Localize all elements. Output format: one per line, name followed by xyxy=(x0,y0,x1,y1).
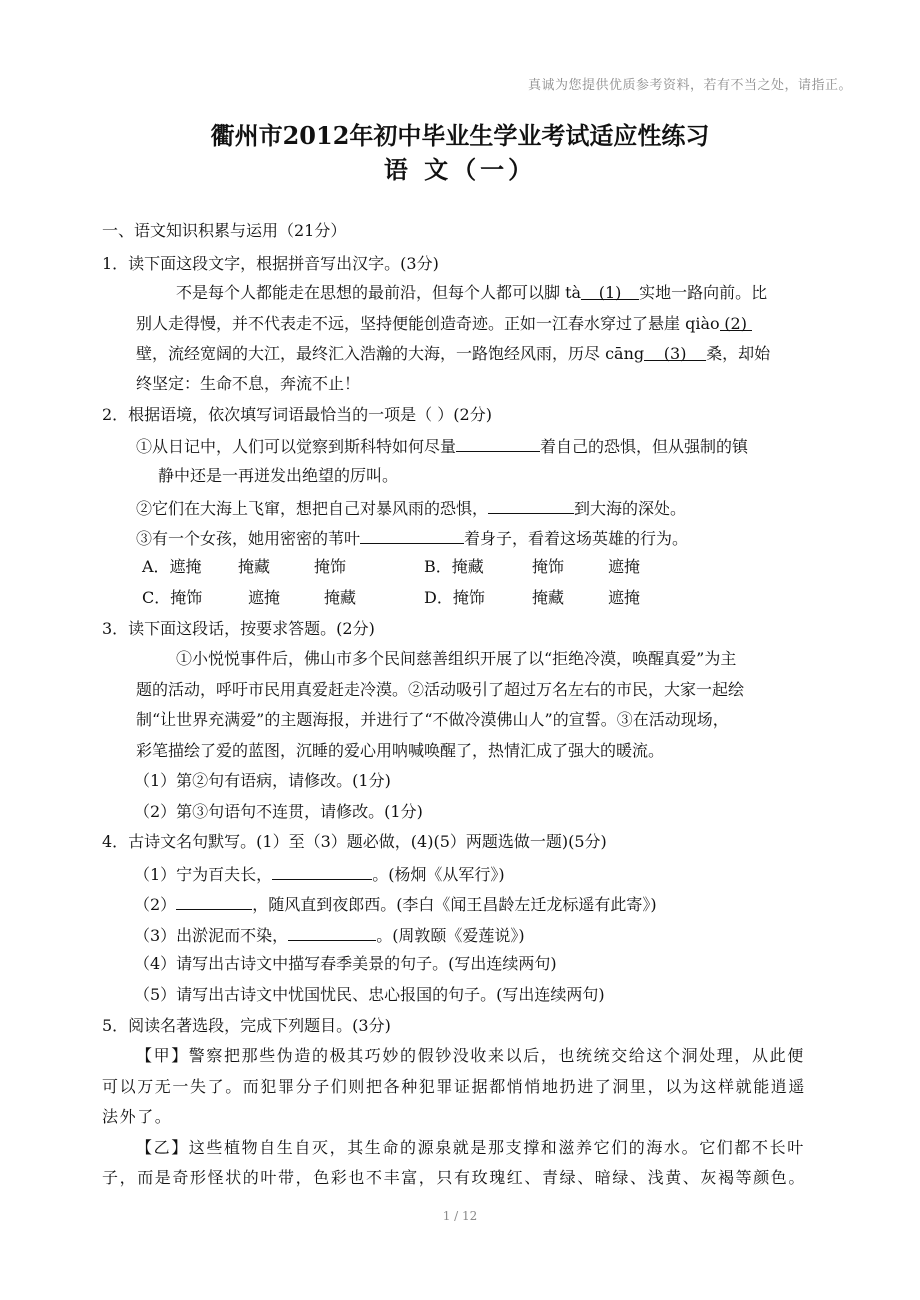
q5-excerpt-yi-1: 【乙】这些植物自生自灭，其生命的源泉就是那支撑和滋养它们的海水。它们都不长叶 xyxy=(136,1138,805,1157)
q2-text: 着身子，看着这场英雄的行为。 xyxy=(464,529,689,548)
q2-sentence-1-cont: 静中还是一再迸发出绝望的厉叫。 xyxy=(158,466,399,485)
q4-text: 。(杨炯《从军行》) xyxy=(372,865,505,884)
q4-item-2 xyxy=(134,893,657,915)
exam-title: 衢州市2012年初中毕业生学业考试适应性练习 xyxy=(210,121,710,150)
option-c[interactable]: C．掩饰 xyxy=(142,588,203,607)
q3-sub-1: （1）第②句有语病，请修改。(1分) xyxy=(134,771,391,790)
q5-excerpt-jia-3: 法外了。 xyxy=(102,1107,173,1126)
q5-excerpt-jia-2: 可以万无一失了。而犯罪分子们则把各种犯罪证据都悄悄地扔进了洞里，以为这样就能逍遥 xyxy=(102,1077,807,1096)
option-b[interactable]: B．掩藏 xyxy=(424,557,484,576)
q2-blank-3[interactable] xyxy=(360,527,464,544)
q1-line-2 xyxy=(136,314,752,334)
q2-text: ①从日记中，人们可以觉察到斯科特如何尽量 xyxy=(136,437,457,456)
q2-options-row-2 xyxy=(142,588,640,608)
q2-stem: 2．根据语境，依次填写词语最恰当的一项是（ ）(2分) xyxy=(102,405,492,424)
q3-sub-2: （2）第③句语句不连贯，请修改。(1分) xyxy=(134,802,423,821)
q4-item-4: （4）请写出古诗文中描写春季美景的句子。(写出连续两句) xyxy=(134,954,557,973)
q4-item-1 xyxy=(134,863,505,885)
q2-text: 着自己的恐惧，但从强制的镇 xyxy=(540,437,749,456)
q3-para-line-2: 题的活动，呼吁市民用真爱赶走冷漠。②活动吸引了超过万名左右的市民，大家一起绘 xyxy=(136,680,745,699)
q1-blank-2[interactable]: (2) xyxy=(720,314,752,331)
q5-excerpt-yi-2: 子，而是奇形怪状的叶带，色彩也不丰富，只有玫瑰红、青绿、暗绿、浅黄、灰褐等颜色。 xyxy=(102,1168,807,1187)
q4-text: （1）宁为百夫长， xyxy=(134,865,273,884)
q4-blank-1[interactable] xyxy=(272,863,372,880)
q1-text: 壁，流经宽阔的大江，最终汇入浩瀚的大海，一路饱经风雨，历尽 cāng xyxy=(136,344,645,363)
option-d-word-3: 遮掩 xyxy=(608,588,641,607)
q1-text: 别人走得慢，并不代表走不远，坚持便能创造奇迹。正如一江春水穿过了悬崖 qiào xyxy=(136,314,720,333)
q2-sentence-1 xyxy=(136,435,748,457)
q5-stem: 5．阅读名著选段，完成下列题目。(3分) xyxy=(102,1016,391,1035)
q1-text: 不是每个人都能走在思想的最前沿，但每个人都可以脚 tà xyxy=(176,283,582,302)
option-d[interactable]: D．掩饰 xyxy=(424,588,485,607)
option-a-word-2: 掩藏 xyxy=(238,557,271,576)
option-d-word-2: 掩藏 xyxy=(532,588,565,607)
q2-text: 到大海的深处。 xyxy=(574,499,687,518)
q4-blank-2[interactable] xyxy=(176,893,252,910)
option-c-word-2: 遮掩 xyxy=(248,588,281,607)
q4-item-5: （5）请写出古诗文中忧国忧民、忠心报国的句子。(写出连续两句) xyxy=(134,985,605,1004)
option-a-word-3: 掩饰 xyxy=(314,557,347,576)
q5-excerpt-jia-1: 【甲】警察把那些伪造的极其巧妙的假钞没收来以后，也统统交给这个洞处理，从此便 xyxy=(136,1046,805,1065)
q4-item-3 xyxy=(134,924,525,946)
option-a[interactable]: A．遮掩 xyxy=(142,557,202,576)
q4-text: ，随风直到夜郎西。(李白《闻王昌龄左迁龙标遥有此寄》) xyxy=(252,895,657,914)
section-heading: 一、语文知识积累与运用（21分） xyxy=(102,221,347,240)
q1-stem: 1．读下面这段文字，根据拼音写出汉字。(3分) xyxy=(102,254,439,273)
option-b-word-3: 遮掩 xyxy=(608,557,641,576)
q2-sentence-3 xyxy=(136,527,688,549)
q3-para-line-3: 制“让世界充满爱”的主题海报，并进行了“不做冷漠佛山人”的宣誓。③在活动现场， xyxy=(136,710,729,729)
q3-para-line-1: ①小悦悦事件后，佛山市多个民间慈善组织开展了以“拒绝冷漠，唤醒真爱”为主 xyxy=(176,649,737,668)
q4-blank-3[interactable] xyxy=(288,924,376,941)
q1-line-3 xyxy=(136,344,770,364)
q1-blank-1[interactable]: (1) xyxy=(581,283,639,300)
watermark-note: 真诚为您提供优质参考资料，若有不当之处，请指正。 xyxy=(527,78,852,93)
q4-stem: 4．古诗文名句默写。(1）至（3）题必做，(4)(5）两题选做一题)(5分) xyxy=(102,832,607,851)
q1-blank-3[interactable]: (3) xyxy=(644,344,706,361)
page-number: 1 / 12 xyxy=(442,1209,478,1223)
q4-text: 。(周敦颐《爱莲说》) xyxy=(376,926,525,945)
q4-text: （2） xyxy=(134,895,177,914)
q2-text: ③有一个女孩，她用密密的苇叶 xyxy=(136,529,361,548)
q3-stem: 3．读下面这段话，按要求答题。(2分) xyxy=(102,619,375,638)
q4-text: （3）出淤泥而不染， xyxy=(134,926,289,945)
q2-text: ②它们在大海上飞窜，想把自己对暴风雨的恐惧， xyxy=(136,499,489,518)
q2-options-row-1 xyxy=(142,557,640,577)
q1-text: 桑，却始 xyxy=(706,344,771,363)
q3-para-line-4: 彩笔描绘了爱的蓝图，沉睡的爱心用呐喊唤醒了，热情汇成了强大的暖流。 xyxy=(136,741,665,760)
exam-subtitle: 语 文（一） xyxy=(383,155,537,184)
option-c-word-3: 掩藏 xyxy=(324,588,357,607)
q1-line-1 xyxy=(176,283,767,303)
q2-blank-1[interactable] xyxy=(456,435,540,452)
q1-line-4: 终坚定：生命不息，奔流不止！ xyxy=(136,374,361,393)
option-b-word-2: 掩饰 xyxy=(532,557,565,576)
q2-sentence-2 xyxy=(136,497,686,519)
q2-blank-2[interactable] xyxy=(488,497,574,514)
q1-text: 实地一路向前。比 xyxy=(639,283,768,302)
